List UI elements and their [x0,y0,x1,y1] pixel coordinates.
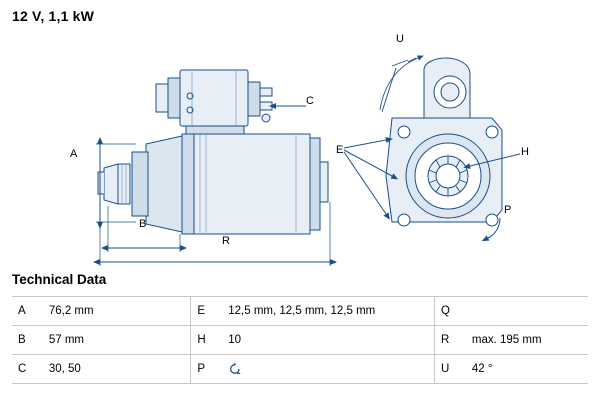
page-title: 12 V, 1,1 kW [12,8,95,24]
row-key-h: H [191,326,222,355]
row-value-h: 10 [222,326,434,355]
row-key-p: P [191,355,222,384]
table-row [12,297,588,326]
end-view-group [344,58,520,238]
row-value-q [466,297,588,326]
table-row [12,326,588,355]
row-key-b: B [12,326,43,355]
label-r: R [222,235,230,247]
row-value-a: 76,2 mm [43,297,191,326]
label-h: H [521,146,529,158]
row-value-b: 57 mm [43,326,191,355]
label-u: U [396,33,404,45]
row-key-r: R [434,326,465,355]
label-b: B [139,218,147,230]
row-value-u: 42 ° [466,355,588,384]
row-key-q: Q [434,297,465,326]
technical-data-table [12,296,588,384]
table-row [12,355,588,384]
rotation-clockwise-icon [228,362,242,376]
row-value-r: max. 195 mm [466,326,588,355]
side-view-group [96,70,330,266]
row-key-c: C [12,355,43,384]
technical-drawing [0,26,600,266]
row-value-c: 30, 50 [43,355,191,384]
row-key-a: A [12,297,43,326]
label-a: A [70,148,78,160]
row-value-e: 12,5 mm, 12,5 mm, 12,5 mm [222,297,434,326]
row-key-e: E [191,297,222,326]
label-c: C [306,95,314,107]
label-p: P [504,204,512,216]
label-e: E [336,144,344,156]
row-key-u: U [434,355,465,384]
row-value-p [222,355,434,384]
technical-data-heading: Technical Data [12,272,107,287]
